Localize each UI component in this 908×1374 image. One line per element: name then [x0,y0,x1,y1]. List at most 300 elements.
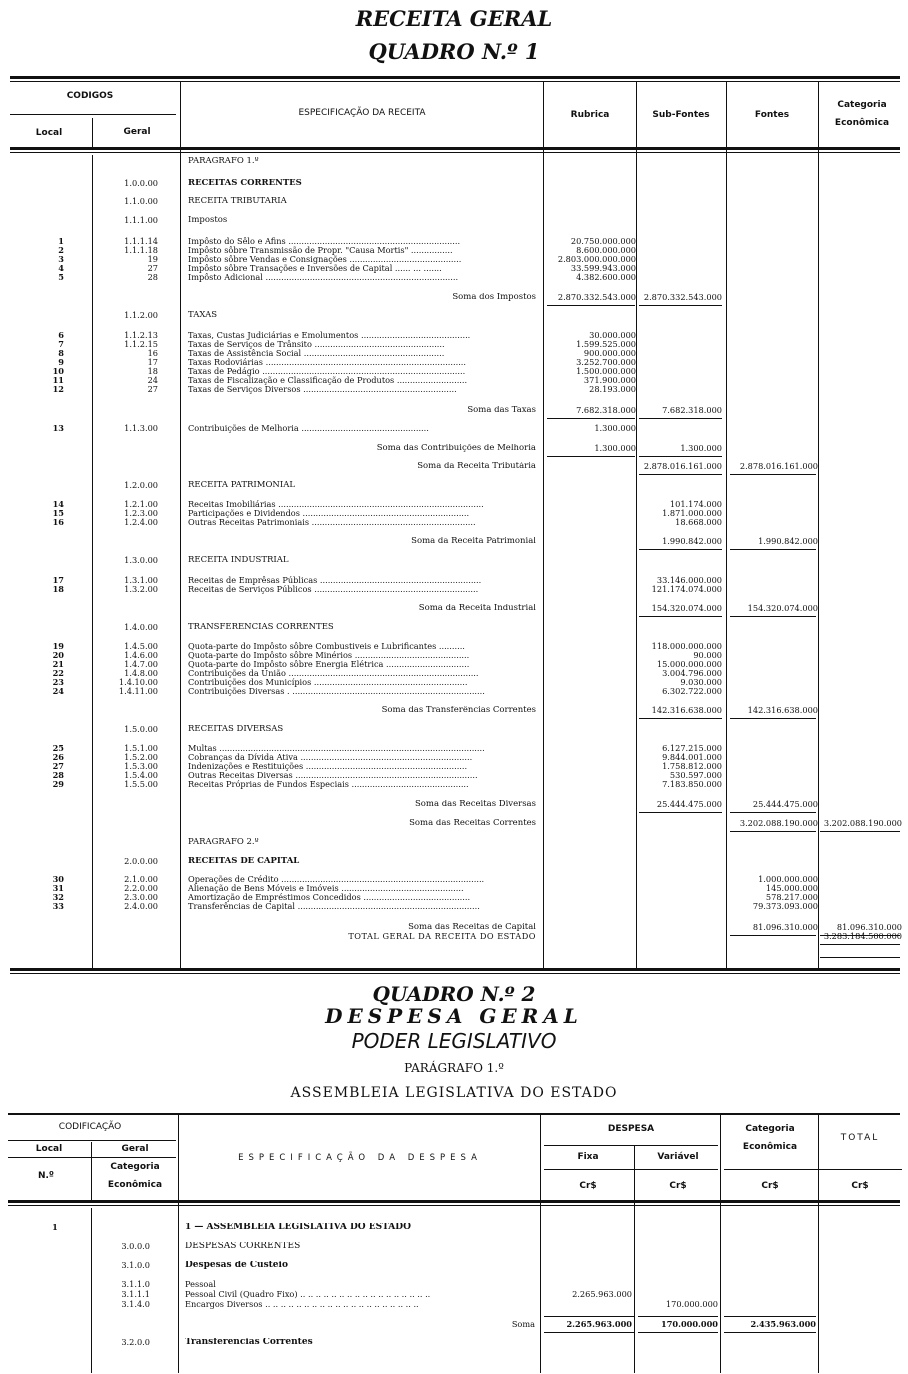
receita-cell-geral: 28 [147,272,158,282]
sub-fontes-header: Sub-Fontes [652,110,710,120]
receita-row [0,293,908,302]
receita-cell-spec: Impôsto sôbre Transmissão de Propr. "Causa Mortis" ................ [188,246,453,255]
receita-cell-geral: 27 [147,384,158,394]
receita-row [0,385,908,394]
receita-cell-spec: Soma da Receita Patrimonial [411,537,536,546]
receita-cell-geral: 1.4.10.00 [118,677,158,687]
receita-cell-geral: 1.4.5.00 [124,641,158,651]
receita-cell-sub: 9.030.000 [680,677,722,687]
receita-cell-local: 28 [52,770,64,780]
receita-cell-spec: Receitas de Serviços Públicos ............................................................... [188,585,479,594]
receita-cell-spec: Soma dos Impostos [452,293,536,302]
receita-cell-spec: Operações de Crédito .............................................................................. [188,875,485,884]
receita-row [0,367,908,376]
fontes-header: Fontes [754,110,790,120]
receita-cell-local: 31 [52,883,64,893]
sum-underline [639,474,722,475]
despesa-cell-geral: 3.1.1.0 [121,1279,150,1289]
receita-row [0,800,908,809]
receita-row [0,376,908,385]
receita-cell-spec: Cobranças da Dívida Ativa .................................................................. [188,753,473,762]
receita-cell-sub: 7.183.850.000 [662,779,722,789]
receita-cell-spec: Taxas Rodoviárias ............................................................................. [188,358,467,367]
sum-underline [547,305,635,306]
receita-cell-local: 21 [52,659,64,669]
receita-cell-spec: Transferências de Capital ...................................................................... [188,902,480,911]
receita-cell-sub: 101.174.000 [669,499,722,509]
receita-cell-fon: 2.878.016.161.000 [739,461,818,471]
despesa-cell-spec: Transferencias Correntes [185,1338,313,1347]
especificacao-despesa-header: ESPECIFICAÇÃO DA DESPESA [238,1153,482,1163]
sum-underline [544,1332,634,1333]
despesa-cell-geral: 3.1.1.1 [121,1289,150,1299]
receita-row [0,216,908,225]
receita-cell-local: 23 [52,677,64,687]
receita-row [0,780,908,789]
receita-cell-spec: Impôsto sôbre Transações e Inversões de Capital ...... ... ....... [188,264,442,273]
receita-cell-geral: 1.3.2.00 [124,584,158,594]
receita-cell-rub: 1.599.525.000 [576,339,636,349]
sum-underline [730,549,816,550]
receita-cell-local: 11 [52,375,64,385]
receita-cell-geral: 16 [147,348,158,358]
receita-cell-local: 2 [58,245,64,255]
total-currency: Cr$ [851,1181,869,1191]
despesa-row [0,1261,908,1270]
receita-cell-fon: 81.096.310.000 [752,922,818,932]
receita-row [0,273,908,282]
categoria-economica-header-2: Econômica [742,1142,798,1152]
receita-cell-geral: 1.5.4.00 [124,770,158,780]
receita-cell-sub: 1.758.812.000 [662,761,722,771]
receita-cell-geral: 18 [147,366,158,376]
receita-cell-fon: 25.444.475.000 [752,799,818,809]
numero-header: N.º [37,1171,55,1181]
despesa-row [0,1290,908,1299]
total-header: TOTAL [840,1133,880,1143]
quadro-2-title: QUADRO N.º 2 [372,982,536,1006]
receita-cell-local: 1 [58,236,64,246]
receita-cell-rub: 1.300.000 [594,423,636,433]
sum-overline [724,1316,816,1317]
receita-cell-spec: Quota-parte do Impôsto sôbre Energia Elétrica ................................ [188,660,470,669]
receita-cell-local: 33 [52,901,64,911]
receita-cell-rub: 3.252.700.000 [576,357,636,367]
receita-cell-spec: Soma das Receitas de Capital [408,923,536,932]
receita-row [0,358,908,367]
especificacao-receita-header: ESPECIFICAÇÃO DA RECEITA [298,108,426,118]
receita-row [0,157,908,166]
sum-underline [639,549,722,550]
sum-underline [820,831,900,832]
receita-cell-spec: Receitas Imobiliárias ............................................................................... [188,500,484,509]
variavel-currency: Cr$ [669,1181,687,1191]
despesa-geral-title: DESPESA GERAL [325,1004,583,1028]
sum-underline [730,718,816,719]
receita-cell-geral: 1.1.1.18 [124,245,158,255]
sum-overline [638,1316,718,1317]
despesa-cell-fixa: 2.265.963.000 [572,1289,632,1299]
receita-cell-local: 8 [58,348,64,358]
receita-cell-spec: Taxas, Custas Judiciárias e Emolumentos .......................................... [188,331,471,340]
receita-cell-spec: Impôsto Adicional .......................................................................... [188,273,459,282]
fixa-header: Fixa [577,1152,599,1162]
receita-cell-spec: Contribuições da União ......................................................................... [188,669,479,678]
receita-cell-geral: 17 [147,357,158,367]
sum-underline [730,812,816,813]
receita-cell-geral: 1.4.8.00 [124,668,158,678]
receita-cell-fon: 578.217.000 [765,892,818,902]
receita-cell-geral: 19 [147,254,158,264]
receita-cell-geral: 1.0.0.00 [124,178,158,188]
receita-cell-spec: Quota-parte do Impôsto sôbre Combustiveis e Lubrificantes .......... [188,642,465,651]
receita-cell-spec: Soma da Receita Tributária [417,462,536,471]
receita-cell-spec: PARÁGRAFO 2.º [188,838,259,847]
receita-cell-sub: 15.000.000.000 [656,659,722,669]
receita-row [0,311,908,320]
receita-row [0,444,908,453]
receita-row [0,687,908,696]
receita-cell-fon: 1.000.000.000 [758,874,818,884]
receita-cell-geral: 1.4.11.00 [118,686,158,696]
receita-cell-sub: 2.870.332.543.000 [643,292,722,302]
receita-cell-spec: Outras Receitas Patrimoniais ............................................................... [188,518,476,527]
total-double-underline [820,957,900,958]
sum-underline [730,616,816,617]
receita-cell-local: 3 [58,254,64,264]
receita-cell-geral: 1.5.5.00 [124,779,158,789]
receita-row [0,857,908,866]
receita-cell-spec: Alienação de Bens Móveis e Imóveis ............................................... [188,884,464,893]
sum-underline [724,1332,816,1333]
despesa-row [0,1223,908,1232]
despesa-cell-spec: Pessoal Civil (Quadro Fixo) .. .. .. .. .. .. .. .. .. .. .. .. .. .. .. .. .. [185,1290,431,1299]
receita-cell-spec: Outras Receitas Diversas ...................................................................... [188,771,478,780]
categoria-economica-header: Categoria [745,1124,795,1134]
receita-cell-geral: 1.2.4.00 [124,517,158,527]
receita-cell-sub: 154.320.074.000 [651,603,722,613]
receita-cell-spec: RECEITA INDUSTRIAL [188,556,289,565]
receita-cell-spec: Amortização de Empréstimos Concedidos ......................................... [188,893,471,902]
sum-underline [639,418,722,419]
despesa-cell-geral: 3.2.0.0 [121,1337,150,1347]
receita-cell-geral: 1.2.3.00 [124,508,158,518]
sum-underline [639,305,722,306]
receita-cell-rub: 4.382.600.000 [576,272,636,282]
receita-cell-geral: 1.2.0.00 [124,480,158,490]
codigos-header: CODIGOS [66,91,114,101]
receita-cell-sub: 142.316.638.000 [651,705,722,715]
receita-row [0,725,908,734]
receita-row [0,923,908,932]
sum-underline [730,474,816,475]
receita-cell-fon: 79.373.093.000 [752,901,818,911]
receita-cell-rub: 7.682.318.000 [576,405,636,415]
receita-cell-spec: Quota-parte do Impôsto sôbre Minérios ............................................ [188,651,470,660]
despesa-cell-geral: 3.0.0.0 [121,1241,150,1251]
receita-cell-sub: 1.300.000 [680,443,722,453]
receita-cell-sub: 1.871.000.000 [662,508,722,518]
receita-cell-geral: 1.4.0.00 [124,622,158,632]
receita-row [0,255,908,264]
receita-cell-rub: 1.300.000 [594,443,636,453]
receita-row [0,264,908,273]
receita-cell-sub: 2.878.016.161.000 [643,461,722,471]
receita-cell-sub: 118.000.000.000 [651,641,722,651]
despesa-cell-local: 1 [52,1222,58,1232]
receita-row [0,424,908,433]
receita-cell-geral: 1.5.2.00 [124,752,158,762]
receita-row [0,623,908,632]
receita-cell-geral: 1.2.1.00 [124,499,158,509]
receita-cell-local: 10 [52,366,64,376]
paragrafo-1-title: PARÁGRAFO 1.º [404,1061,504,1075]
local-header-2: Local [35,1144,63,1154]
receita-cell-geral: 1.1.2.00 [124,310,158,320]
despesa-cell-spec: Soma [511,1320,535,1329]
sum-underline [639,718,722,719]
receita-cell-fon: 142.316.638.000 [747,705,818,715]
receita-cell-local: 13 [52,423,64,433]
receita-cell-local: 19 [52,641,64,651]
receita-row [0,462,908,471]
local-header: Local [35,128,63,138]
receita-row [0,406,908,415]
receita-cell-local: 24 [52,686,64,696]
receita-cell-spec: Participações e Dividendos ................................................................ [188,509,470,518]
economica-header-2: Econômica [107,1180,163,1190]
receita-cell-spec: Receitas de Emprêsas Públicas .............................................................. [188,576,482,585]
receita-cell-local: 9 [58,357,64,367]
sum-underline [547,456,635,457]
receita-cell-cat: 3.202.088.190.000 [823,818,902,828]
receita-row [0,481,908,490]
receita-cell-rub: 8.600.000.000 [576,245,636,255]
receita-cell-spec: Soma das Receitas Diversas [414,800,536,809]
despesa-cell-spec: Pessoal [185,1280,216,1289]
receita-cell-spec: TAXAS [188,311,218,320]
receita-cell-spec: Soma das Taxas [467,406,536,415]
receita-cell-spec: Taxas de Serviços Diversos ........................................................... [188,385,457,394]
receita-cell-geral: 1.4.7.00 [124,659,158,669]
receita-cell-rub: 1.500.000.000 [576,366,636,376]
sum-underline [639,616,722,617]
receita-cell-local: 20 [52,650,64,660]
receita-row [0,706,908,715]
sum-overline [544,1316,634,1317]
receita-cell-spec: Contribuições de Melhoria ................................................. [188,424,429,433]
despesa-cell-spec: Despesas de Custeio [185,1261,288,1270]
receita-row [0,838,908,847]
receita-cell-local: 5 [58,272,64,282]
receita-row [0,340,908,349]
receita-row [0,585,908,594]
receita-row [0,932,908,941]
receita-cell-spec: TOTAL GERAL DA RECEITA DO ESTADO [348,932,536,941]
receita-cell-fon: 154.320.074.000 [747,603,818,613]
receita-cell-local: 12 [52,384,64,394]
despesa-cell-var: 170.000.000 [665,1299,718,1309]
receita-row [0,819,908,828]
receita-cell-spec: Soma das Receitas Correntes [409,819,536,828]
receita-cell-geral: 1.5.3.00 [124,761,158,771]
receita-cell-sub: 530.597.000 [669,770,722,780]
despesa-cell-geral: 3.1.0.0 [121,1260,150,1270]
assembleia-title: ASSEMBLEIA LEGISLATIVA DO ESTADO [290,1085,618,1101]
receita-cell-geral: 1.5.1.00 [124,743,158,753]
receita-cell-local: 26 [52,752,64,762]
receita-cell-geral: 2.0.0.00 [124,856,158,866]
receita-row [0,197,908,206]
sum-underline [547,418,635,419]
receita-cell-fon: 145.000.000 [765,883,818,893]
receita-cell-sub: 121.174.074.000 [651,584,722,594]
receita-cell-local: 25 [52,743,64,753]
receita-cell-local: 4 [58,263,64,273]
codificacao-header: CODIFICAÇÃO [58,1122,122,1132]
receita-cell-sub: 7.682.318.000 [662,405,722,415]
receita-cell-spec: RECEITA PATRIMONIAL [188,481,296,490]
receita-cell-rub: 30.000.000 [589,330,636,340]
receita-cell-sub: 9.844.001.000 [662,752,722,762]
receita-cell-spec: PARAGRAFO 1.º [188,157,259,166]
despesa-cell-var: 170.000.000 [661,1319,718,1329]
receita-cell-cat: 81.096.310.000 [836,922,902,932]
economica-header: Econômica [834,118,890,128]
receita-row [0,902,908,911]
receita-row [0,604,908,613]
despesa-cell-fixa: 2.265.963.000 [566,1319,632,1329]
despesa-row [0,1280,908,1289]
receita-row [0,518,908,527]
receita-cell-spec: Indenizações e Restituições .............................................................. [188,762,468,771]
receita-cell-spec: RECEITAS DIVERSAS [188,725,284,734]
despesa-cell-cat: 2.435.963.000 [750,1319,816,1329]
receita-cell-rub: 900.000.000 [583,348,636,358]
categoria-header-2: Categoria [110,1162,160,1172]
receita-cell-geral: 1.1.1.00 [124,215,158,225]
sum-underline [730,831,816,832]
receita-cell-geral: 24 [147,375,158,385]
receita-cell-spec: TRANSFERÊNCIAS CORRENTES [188,623,334,632]
despesa-row [0,1242,908,1251]
receita-cell-sub: 18.668.000 [675,517,722,527]
receita-cell-spec: RECEITA TRIBUTARIA [188,197,287,206]
receita-cell-geral: 1.3.0.00 [124,555,158,565]
receita-cell-spec: Impôsto do Sêlo e Afins .................................................................. [188,237,461,246]
receita-cell-local: 17 [52,575,64,585]
receita-cell-sub: 3.004.796.000 [662,668,722,678]
receita-cell-sub: 25.444.475.000 [656,799,722,809]
variavel-header: Variável [657,1152,699,1162]
receita-row [0,349,908,358]
receita-cell-spec: Soma das Contribuições de Melhoria [376,444,536,453]
receita-row [0,179,908,188]
receita-cell-geral: 27 [147,263,158,273]
receita-cell-local: 18 [52,584,64,594]
receita-cell-cat: 3.283.184.500.000 [823,931,902,941]
receita-cell-local: 32 [52,892,64,902]
sum-underline [639,812,722,813]
receita-cell-local: 29 [52,779,64,789]
despesa-row [0,1300,908,1309]
receita-cell-spec: Soma das Transferências Correntes [381,706,536,715]
receita-cell-sub: 6.302.722.000 [662,686,722,696]
receita-cell-local: 27 [52,761,64,771]
receita-cell-geral: 1.4.6.00 [124,650,158,660]
receita-cell-rub: 371.900.000 [583,375,636,385]
receita-cell-rub: 2.870.332.543.000 [557,292,636,302]
receita-cell-spec: Soma da Receita Industrial [418,604,536,613]
receita-cell-geral: 1.3.1.00 [124,575,158,585]
despesa-cell-geral: 3.1.4.0 [121,1299,150,1309]
sum-underline [638,1332,718,1333]
receita-cell-local: 30 [52,874,64,884]
receita-cell-spec: Multas ...................................................................................................... [188,744,485,753]
categoria-currency: Cr$ [761,1181,779,1191]
sum-underline [639,456,722,457]
receita-cell-geral: 2.1.0.00 [124,874,158,884]
receita-cell-fon: 1.990.842.000 [758,536,818,546]
fixa-currency: Cr$ [579,1181,597,1191]
receita-cell-local: 14 [52,499,64,509]
receita-cell-sub: 6.127.215.000 [662,743,722,753]
receita-cell-spec: Impôsto sôbre Vendas e Consignações ........................................... [188,255,462,264]
receita-cell-geral: 2.3.0.00 [124,892,158,902]
receita-cell-rub: 28.193.000 [589,384,636,394]
receita-cell-geral: 1.5.0.00 [124,724,158,734]
receita-cell-spec: RECEITAS DE CAPITAL [188,857,300,866]
receita-row [0,537,908,546]
receita-cell-sub: 1.990.842.000 [662,536,722,546]
receita-geral-title: RECEITA GERAL [355,6,553,31]
receita-cell-spec: Receitas Próprias de Fundos Especiais ............................................. [188,780,469,789]
receita-cell-rub: 33.599.943.000 [570,263,636,273]
receita-cell-spec: Taxas de Serviços de Trânsito .................................................. [188,340,445,349]
receita-cell-geral: 2.2.0.00 [124,883,158,893]
receita-cell-spec: Contribuições dos Municípios ........................................................... [188,678,468,687]
receita-cell-rub: 20.750.000.000 [570,236,636,246]
geral-header: Geral [123,127,151,137]
receita-row [0,556,908,565]
poder-legislativo-title: PODER LEGISLATIVO [351,1029,557,1053]
despesa-cell-spec: 1 — ASSEMBLEIA LEGISLATIVA DO ESTADO [185,1223,411,1232]
categoria-header: Categoria [837,100,887,110]
receita-cell-local: 6 [58,330,64,340]
quadro-1-title: QUADRO N.º 1 [368,39,540,64]
despesa-cell-spec: DESPESAS CORRENTES [185,1242,301,1251]
geral-header-2: Geral [121,1144,149,1154]
receita-cell-spec: Impostos [188,216,228,225]
receita-cell-spec: RECEITAS CORRENTES [188,179,302,188]
despesa-header: DESPESA [607,1124,655,1134]
receita-cell-spec: Taxas de Pedágio .............................................................................. [188,367,466,376]
receita-cell-geral: 1.1.0.00 [124,196,158,206]
receita-cell-geral: 1.1.1.14 [124,236,158,246]
receita-cell-sub: 33.146.000.000 [656,575,722,585]
receita-cell-spec: Taxas de Assistência Social ...................................................... [188,349,445,358]
receita-cell-geral: 1.1.2.15 [124,339,158,349]
receita-cell-spec: Taxas de Fiscalização e Classificação de Produtos ........................... [188,376,468,385]
receita-cell-geral: 1.1.3.00 [124,423,158,433]
receita-cell-local: 16 [52,517,64,527]
despesa-row [0,1338,908,1347]
receita-cell-local: 15 [52,508,64,518]
rubrica-header: Rubrica [570,110,610,120]
receita-cell-local: 7 [58,339,64,349]
despesa-row [0,1320,908,1329]
receita-cell-fon: 3.202.088.190.000 [739,818,818,828]
